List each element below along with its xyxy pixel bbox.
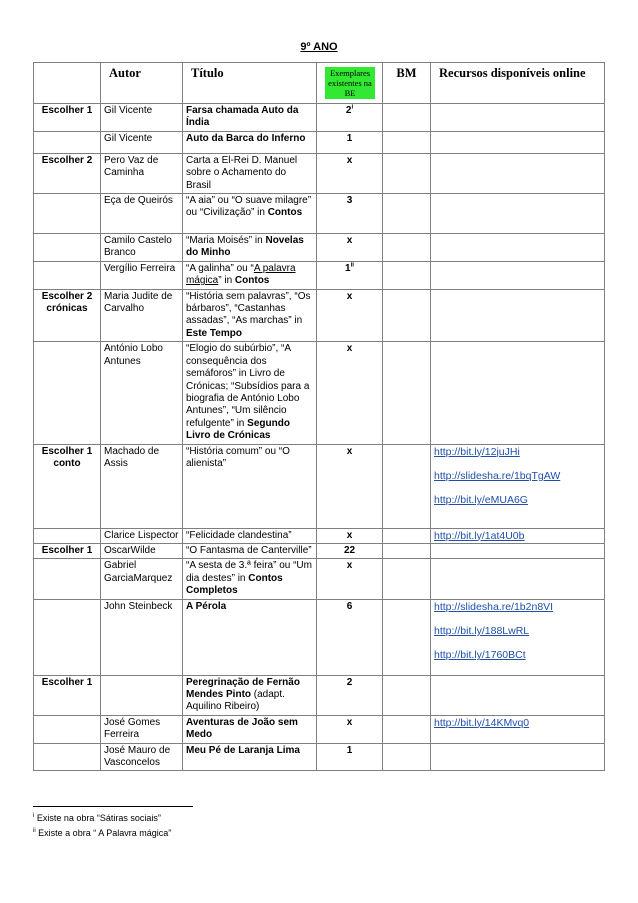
author-cell <box>101 675 183 715</box>
resource-link[interactable]: http://bit.ly/1at4U0b <box>434 529 525 542</box>
resource-link[interactable]: http://bit.ly/12juJHi <box>434 445 520 458</box>
resources-cell <box>431 559 605 599</box>
author-cell: OscarWilde <box>101 543 183 558</box>
group-cell <box>34 194 101 234</box>
bm-cell <box>383 261 431 289</box>
resources-cell <box>431 153 605 193</box>
bm-cell <box>383 599 431 675</box>
footnote-1: $^i$ Existe na obra “Sátiras sociais” <box>33 813 161 823</box>
group-cell <box>34 131 101 153</box>
title-cell: “História comum” ou “O alienista” <box>183 444 317 528</box>
bm-cell <box>383 342 431 444</box>
author-cell: António Lobo Antunes <box>101 342 183 444</box>
author-cell: Machado de Assis <box>101 444 183 528</box>
header-recursos: Recursos disponíveis online <box>431 63 605 104</box>
author-cell: Gil Vicente <box>101 104 183 132</box>
resources-cell <box>431 444 605 528</box>
resource-link[interactable]: http://bit.ly/188LwRL <box>434 624 530 637</box>
resources-cell <box>431 528 605 543</box>
author-cell: John Steinbeck <box>101 599 183 675</box>
bm-cell <box>383 743 431 771</box>
bm-cell <box>383 131 431 153</box>
bm-cell <box>383 528 431 543</box>
table-row <box>34 153 605 193</box>
header-titulo: Título <box>183 63 317 104</box>
group-cell: Escolher 2 crónicas <box>34 289 101 342</box>
title-cell: Carta a El-Rei D. Manuel sobre o Achamento do Brasil <box>183 153 317 193</box>
group-cell: Escolher 1 conto <box>34 444 101 528</box>
copies-cell: 1$^{ii}$ <box>317 261 383 289</box>
copies-cell: x <box>317 153 383 193</box>
table-header-row <box>34 63 605 104</box>
copies-cell: 1 <box>317 743 383 771</box>
table-row <box>34 599 605 675</box>
author-cell: Pero Vaz de Caminha <box>101 153 183 193</box>
table-row <box>34 444 605 528</box>
title-cell: “A sesta de 3.ª feira” ou “Um dia destes” in Contos Completos <box>183 559 317 599</box>
resources-cell <box>431 743 605 771</box>
author-cell: Clarice Lispector <box>101 528 183 543</box>
resources-cell <box>431 543 605 558</box>
table-row <box>34 131 605 153</box>
copies-cell: x <box>317 444 383 528</box>
group-cell <box>34 261 101 289</box>
header-exemplares <box>317 63 383 104</box>
author-cell: Gabriel GarciaMarquez <box>101 559 183 599</box>
resources-cell <box>431 234 605 262</box>
group-cell <box>34 528 101 543</box>
footnote-2: $^{ii}$ Existe a obra “ A Palavra mágica” <box>33 828 172 838</box>
copies-cell: x <box>317 289 383 342</box>
bm-cell <box>383 444 431 528</box>
title-cell: Aventuras de João sem Medo <box>183 715 317 743</box>
bm-cell <box>383 559 431 599</box>
copies-cell: 1 <box>317 131 383 153</box>
title-cell: “A galinha” ou “A palavra mágica” in Contos <box>183 261 317 289</box>
title-cell: Auto da Barca do Inferno <box>183 131 317 153</box>
copies-cell: 6 <box>317 599 383 675</box>
table-row <box>34 261 605 289</box>
resource-link[interactable]: http://bit.ly/1760BCt <box>434 649 526 662</box>
bm-cell <box>383 715 431 743</box>
title-cell: “Maria Moisés” in Novelas do Minho <box>183 234 317 262</box>
copies-cell: x <box>317 342 383 444</box>
group-cell <box>34 715 101 743</box>
resource-link[interactable]: http://slidesha.re/1bqTgAW <box>434 469 561 482</box>
author-cell: José Gomes Ferreira <box>101 715 183 743</box>
header-autor: Autor <box>101 63 183 104</box>
copies-cell: 22 <box>317 543 383 558</box>
title-cell: Meu Pé de Laranja Lima <box>183 743 317 771</box>
exemplares-badge: Exemplares existentes na BE <box>325 67 375 99</box>
copies-cell: x <box>317 528 383 543</box>
bm-cell <box>383 234 431 262</box>
table-row <box>34 543 605 558</box>
copies-cell: x <box>317 715 383 743</box>
title-cell: A Pérola <box>183 599 317 675</box>
bm-cell <box>383 104 431 132</box>
footnote-divider <box>33 806 193 807</box>
copies-cell: 2$^i$ <box>317 104 383 132</box>
title-cell: “O Fantasma de Canterville” <box>183 543 317 558</box>
group-cell <box>34 559 101 599</box>
title-cell: Farsa chamada Auto da Índia <box>183 104 317 132</box>
table-row <box>34 289 605 342</box>
resources-cell <box>431 675 605 715</box>
resource-link[interactable]: http://bit.ly/eMUA6G <box>434 494 528 507</box>
table-row <box>34 194 605 234</box>
table-row <box>34 715 605 743</box>
author-cell: José Mauro de Vasconcelos <box>101 743 183 771</box>
group-cell: Escolher 1 <box>34 543 101 558</box>
group-cell <box>34 743 101 771</box>
resources-cell <box>431 289 605 342</box>
books-table <box>33 62 605 771</box>
resources-cell <box>431 599 605 675</box>
bm-cell <box>383 543 431 558</box>
table-row <box>34 104 605 132</box>
table-row <box>34 743 605 771</box>
group-cell <box>34 342 101 444</box>
group-cell <box>34 599 101 675</box>
group-cell: Escolher 2 <box>34 153 101 193</box>
title-cell: “Felicidade clandestina” <box>183 528 317 543</box>
bm-cell <box>383 153 431 193</box>
resource-link[interactable]: http://slidesha.re/1b2n8VI <box>434 600 554 613</box>
bm-cell <box>383 289 431 342</box>
bm-cell <box>383 194 431 234</box>
copies-cell: 2 <box>317 675 383 715</box>
title-cell: “A aia” ou “O suave milagre” ou “Civilização” in Contos <box>183 194 317 234</box>
group-cell: Escolher 1 <box>34 104 101 132</box>
resources-cell <box>431 131 605 153</box>
table-row <box>34 342 605 444</box>
copies-cell: x <box>317 234 383 262</box>
resources-cell <box>431 194 605 234</box>
table-row <box>34 559 605 599</box>
resources-cell <box>431 715 605 743</box>
resources-cell <box>431 104 605 132</box>
title-cell: “Elogio do subúrbio”, “A consequência dos semáforos” in Livro de Crónicas; “Subsídios para a biografia de António Lobo Antunes”, “Um silêncio refulgente” in Segundo Livro de Crónicas <box>183 342 317 444</box>
header-empty <box>34 63 101 104</box>
header-bm: BM <box>383 63 431 104</box>
author-cell: Camilo Castelo Branco <box>101 234 183 262</box>
page-title: 9º ANO <box>300 41 338 53</box>
resource-link[interactable]: http://bit.ly/14KMvq0 <box>434 716 530 729</box>
group-cell <box>34 234 101 262</box>
title-cell: “História sem palavras”, “Os bárbaros”, “Castanhas assadas”, “As marchas” in Este Tempo <box>183 289 317 342</box>
bm-cell <box>383 675 431 715</box>
resources-cell <box>431 261 605 289</box>
group-cell: Escolher 1 <box>34 675 101 715</box>
author-cell: Gil Vicente <box>101 131 183 153</box>
resources-cell <box>431 342 605 444</box>
copies-cell: x <box>317 559 383 599</box>
table-row <box>34 528 605 543</box>
table-row <box>34 675 605 715</box>
copies-cell: 3 <box>317 194 383 234</box>
author-cell: Eça de Queirós <box>101 194 183 234</box>
table-row <box>34 234 605 262</box>
author-cell: Vergílio Ferreira <box>101 261 183 289</box>
author-cell: Maria Judite de Carvalho <box>101 289 183 342</box>
title-cell: Peregrinação de Fernão Mendes Pinto (adapt. Aquilino Ribeiro) <box>183 675 317 715</box>
